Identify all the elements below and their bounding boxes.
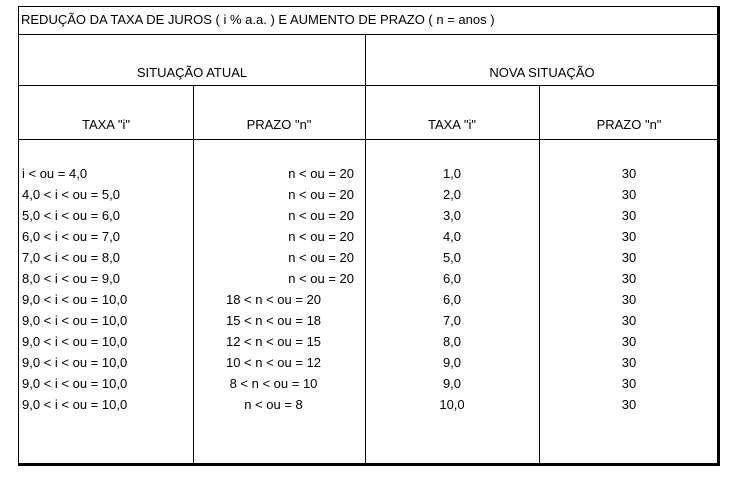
- rate-table: [18, 6, 720, 466]
- term-cell: n < ou = 20: [288, 250, 354, 265]
- rate-cell: 9,0 < i < ou = 10,0: [22, 355, 128, 370]
- new-term-cell: 30: [621, 397, 637, 412]
- table-row: [19, 164, 719, 184]
- header-divider: [19, 139, 719, 140]
- term-cell: 8 < n < ou = 10: [229, 376, 318, 391]
- group-new-header: NOVA SITUAÇÃO: [489, 65, 595, 80]
- new-rate-cell: 9,0: [442, 355, 462, 370]
- new-rate-cell: 8,0: [442, 334, 462, 349]
- new-rate-cell: 5,0: [442, 250, 462, 265]
- new-rate-cell: 1,0: [442, 166, 462, 181]
- rate-cell: 6,0 < i < ou = 7,0: [22, 229, 120, 244]
- rate-cell: 7,0 < i < ou = 8,0: [22, 250, 120, 265]
- new-term-cell: 30: [621, 187, 637, 202]
- rate-cell: 9,0 < i < ou = 10,0: [22, 397, 128, 412]
- table-row: [19, 332, 719, 352]
- new-term-cell: 30: [621, 292, 637, 307]
- rate-cell: 4,0 < i < ou = 5,0: [22, 187, 120, 202]
- new-rate-cell: 6,0: [442, 271, 462, 286]
- new-term-cell: 30: [621, 376, 637, 391]
- col-new-rate: TAXA "i": [427, 117, 476, 132]
- new-term-cell: 30: [621, 208, 637, 223]
- group-divider-line: [19, 85, 719, 86]
- col-current-term: PRAZO "n": [246, 117, 312, 132]
- table-row: [19, 206, 719, 226]
- table-row: [19, 374, 719, 394]
- rate-cell: 9,0 < i < ou = 10,0: [22, 292, 128, 307]
- table-row: [19, 185, 719, 205]
- new-term-cell: 30: [621, 355, 637, 370]
- table-row: [19, 269, 719, 289]
- rate-cell: i < ou = 4,0: [22, 166, 88, 181]
- term-cell: n < ou = 20: [288, 229, 354, 244]
- rate-cell: 8,0 < i < ou = 9,0: [22, 271, 120, 286]
- rate-cell: 5,0 < i < ou = 6,0: [22, 208, 120, 223]
- new-rate-cell: 10,0: [439, 397, 465, 412]
- title-divider: [19, 34, 719, 35]
- table-row: [19, 395, 719, 415]
- group-current-header: SITUAÇÃO ATUAL: [136, 65, 248, 80]
- col-new-term: PRAZO "n": [596, 117, 662, 132]
- new-rate-cell: 2,0: [442, 187, 462, 202]
- term-cell: n < ou = 20: [288, 166, 354, 181]
- term-cell: n < ou = 20: [288, 271, 354, 286]
- table-row: [19, 353, 719, 373]
- new-rate-cell: 9,0: [442, 376, 462, 391]
- new-rate-cell: 3,0: [442, 208, 462, 223]
- term-cell: n < ou = 8: [244, 397, 303, 412]
- table-row: [19, 227, 719, 247]
- term-cell: 18 < n < ou = 20: [225, 292, 322, 307]
- term-cell: n < ou = 20: [288, 187, 354, 202]
- table-row: [19, 290, 719, 310]
- new-term-cell: 30: [621, 313, 637, 328]
- rate-cell: 9,0 < i < ou = 10,0: [22, 313, 128, 328]
- new-rate-cell: 7,0: [442, 313, 462, 328]
- new-term-cell: 30: [621, 334, 637, 349]
- rate-cell: 9,0 < i < ou = 10,0: [22, 376, 128, 391]
- new-term-cell: 30: [621, 166, 637, 181]
- term-cell: 15 < n < ou = 18: [225, 313, 322, 328]
- new-term-cell: 30: [621, 271, 637, 286]
- table-row: [19, 248, 719, 268]
- term-cell: 10 < n < ou = 12: [225, 355, 322, 370]
- term-cell: 12 < n < ou = 15: [225, 334, 322, 349]
- rate-cell: 9,0 < i < ou = 10,0: [22, 334, 128, 349]
- new-term-cell: 30: [621, 229, 637, 244]
- new-rate-cell: 6,0: [442, 292, 462, 307]
- new-term-cell: 30: [621, 250, 637, 265]
- term-cell: n < ou = 20: [288, 208, 354, 223]
- table-row: [19, 311, 719, 331]
- table-title: REDUÇÃO DA TAXA DE JUROS ( i % a.a. ) E AUMENTO DE PRAZO ( n = anos ): [21, 12, 495, 27]
- new-rate-cell: 4,0: [442, 229, 462, 244]
- col-current-rate: TAXA "i": [81, 117, 130, 132]
